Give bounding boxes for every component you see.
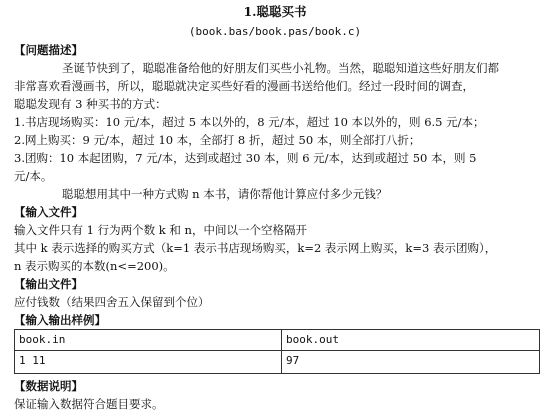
output-text-line: 应付钱数（结果四舍五入保留到个位） xyxy=(14,295,210,309)
output-file-heading: 【输出文件】 xyxy=(14,277,83,291)
problem-text-line: 非常喜欢看漫画书，所以，聪聪就决定买些好看的漫画书送给他们。经过一段时间的调查， xyxy=(14,79,474,93)
input-file-heading: 【输入文件】 xyxy=(14,205,83,219)
data-notes-heading: 【数据说明】 xyxy=(14,379,83,393)
table-row xyxy=(15,351,540,374)
table-header-row xyxy=(15,330,540,351)
purchase-option-store: 1.书店现场购买：10 元/本，超过 5 本以外的，8 元/本，超过 10 本以外的，则 6.5 元/本； xyxy=(14,115,485,129)
file-names-subtitle: (book.bas/book.pas/book.c) xyxy=(188,25,362,38)
problem-question: 聪聪想用其中一种方式购 n 本书，请你帮他计算应付多少元钱？ xyxy=(62,187,388,201)
sample-output-header: book.out xyxy=(282,330,540,351)
sample-io-table xyxy=(14,329,540,374)
problem-text-line: 聪聪发现有 3 种买书的方式： xyxy=(14,97,167,111)
sample-output-value: 97 xyxy=(282,351,540,374)
sample-input-value: 1 11 xyxy=(15,351,282,374)
purchase-option-group: 3.团购：10 本起团购，7 元/本，达到或超过 30 本，则 6 元/本，达到或超过 50 本，则 5 xyxy=(14,151,477,165)
sample-io-heading: 【输入输出样例】 xyxy=(14,313,106,327)
data-notes-text: 保证输入数据符合题目要求。 xyxy=(14,397,164,411)
input-text-line: 输入文件只有 1 行为两个数 k 和 n，中间以一个空格隔开 xyxy=(14,223,307,237)
input-text-line: 其中 k 表示选择的购买方式（k=1 表示书店现场购买，k=2 表示网上购买，k=3 表示团购）， xyxy=(14,241,497,255)
page-title: 1.聪聪买书 xyxy=(243,4,307,19)
input-text-line: n 表示购买的本数(n<=200)。 xyxy=(14,259,175,273)
purchase-option-group-cont: 元/本。 xyxy=(14,169,53,183)
problem-text-line: 圣诞节快到了，聪聪准备给他的好朋友们买些小礼物。当然，聪聪知道这些好朋友们都 xyxy=(62,61,499,75)
problem-description-heading: 【问题描述】 xyxy=(14,43,83,57)
purchase-option-online: 2.网上购买：9 元/本，超过 10 本，全部打 8 折，超过 50 本，则全部打八折； xyxy=(14,133,421,147)
sample-input-header: book.in xyxy=(15,330,282,351)
